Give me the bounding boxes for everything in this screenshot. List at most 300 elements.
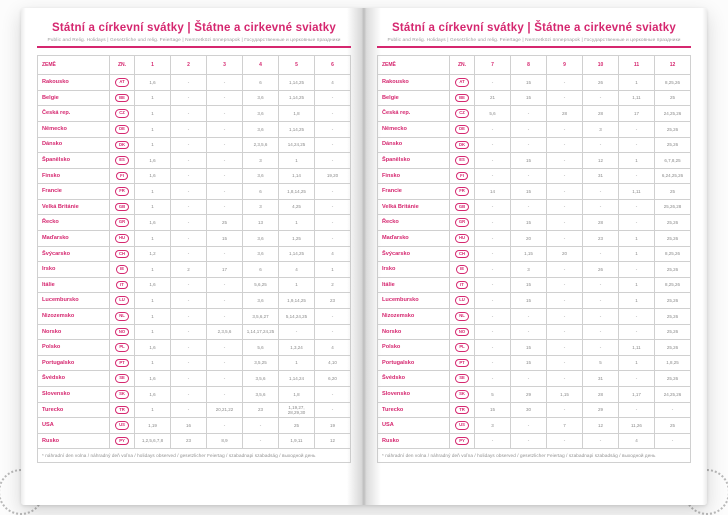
holiday-days-cell: - (511, 309, 547, 325)
holiday-days-cell: - (207, 355, 243, 371)
country-code-badge: US (115, 421, 129, 430)
holiday-days-cell: 6,24,25,26 (654, 168, 690, 184)
holiday-days-cell: - (207, 153, 243, 169)
country-code-cell (110, 387, 135, 403)
holiday-days-cell: - (207, 199, 243, 215)
holiday-days-cell: 1,11 (618, 340, 654, 356)
column-header: 4 (242, 56, 278, 75)
table-row (378, 199, 691, 215)
holiday-days-cell: 1,14,25 (278, 90, 314, 106)
country-code-cell (110, 309, 135, 325)
country-code-badge: IT (116, 281, 128, 290)
holiday-days-cell: - (511, 199, 547, 215)
holiday-days-cell: 1 (618, 231, 654, 247)
holiday-days-cell: - (475, 231, 511, 247)
holiday-days-cell: 1,6 (135, 387, 171, 403)
table-row (38, 215, 351, 231)
country-code-badge: BE (115, 94, 129, 103)
column-header: 2 (171, 56, 207, 75)
holiday-days-cell: - (475, 340, 511, 356)
country-name: Francie (378, 184, 450, 200)
country-code-badge: GR (455, 218, 469, 227)
holiday-days-cell: 1 (314, 262, 350, 278)
holiday-days-cell: 1,9,11 (278, 433, 314, 449)
holiday-days-cell: - (171, 199, 207, 215)
country-name: Česká rep. (38, 106, 110, 122)
holiday-days-cell: - (171, 75, 207, 91)
holiday-days-cell: 16 (171, 418, 207, 434)
page-title: Státní a církevní svátky | Štátne a cirkevné sviatky (391, 22, 677, 34)
holiday-days-cell: - (582, 309, 618, 325)
holiday-days-cell: 24,25,26 (654, 387, 690, 403)
holiday-days-cell: 25,26 (654, 262, 690, 278)
holiday-days-cell: - (618, 199, 654, 215)
country-name: Irsko (38, 262, 110, 278)
holiday-days-cell: 25,26,28 (654, 199, 690, 215)
holiday-days-cell: 1,3,24 (278, 340, 314, 356)
holiday-days-cell: - (314, 121, 350, 137)
table-row (378, 324, 691, 340)
holiday-days-cell: 12 (314, 433, 350, 449)
holiday-days-cell: - (171, 246, 207, 262)
country-name: Itálie (38, 277, 110, 293)
holiday-days-cell: 1,19,27, 28,29,30 (278, 402, 314, 418)
country-name: USA (378, 418, 450, 434)
country-code-cell (450, 262, 475, 278)
table-row (38, 418, 351, 434)
country-code-badge: AT (115, 78, 128, 87)
country-code-cell (110, 121, 135, 137)
holiday-days-cell: 5 (582, 355, 618, 371)
column-header: 9 (547, 56, 583, 75)
country-code-badge: GB (455, 203, 469, 212)
holiday-days-cell: - (547, 199, 583, 215)
holiday-days-cell: - (475, 153, 511, 169)
holiday-days-cell: 1,6 (135, 371, 171, 387)
holiday-days-cell: - (314, 402, 350, 418)
holiday-days-cell: - (475, 433, 511, 449)
country-name: Slovensko (38, 387, 110, 403)
holiday-days-cell: 12 (582, 418, 618, 434)
country-code-cell (450, 371, 475, 387)
holiday-days-cell: 31 (582, 371, 618, 387)
holiday-days-cell: - (547, 262, 583, 278)
holiday-days-cell: 15 (475, 402, 511, 418)
column-header: 12 (654, 56, 690, 75)
holiday-days-cell: - (475, 75, 511, 91)
holiday-days-cell: 3,5,6 (242, 387, 278, 403)
holiday-days-cell: 1 (618, 75, 654, 91)
country-code-badge: DE (115, 125, 129, 134)
country-code-badge: PL (455, 343, 468, 352)
table-row (38, 402, 351, 418)
holiday-days-cell: - (475, 355, 511, 371)
title-rule (37, 46, 351, 48)
holiday-days-cell: 1,14,25 (278, 121, 314, 137)
holiday-days-cell: 20 (511, 231, 547, 247)
column-header: 3 (207, 56, 243, 75)
holiday-days-cell: 29 (582, 402, 618, 418)
country-code-cell (110, 246, 135, 262)
holiday-days-cell: 4 (314, 246, 350, 262)
left-page (21, 8, 364, 505)
country-code-badge: FR (115, 187, 129, 196)
table-row (38, 293, 351, 309)
country-code-cell (110, 75, 135, 91)
country-name: Řecko (38, 215, 110, 231)
table-row (38, 106, 351, 122)
holiday-days-cell: 1,14,24 (278, 371, 314, 387)
holiday-days-cell: - (511, 121, 547, 137)
holiday-days-cell: - (314, 215, 350, 231)
holiday-days-cell: - (547, 277, 583, 293)
holiday-days-cell: - (582, 184, 618, 200)
country-name: USA (38, 418, 110, 434)
holiday-days-cell: 26 (582, 262, 618, 278)
country-name: Finsko (378, 168, 450, 184)
holiday-days-cell: 1 (135, 90, 171, 106)
holiday-days-cell: - (171, 90, 207, 106)
country-code-cell (450, 121, 475, 137)
holiday-days-cell: 20 (547, 246, 583, 262)
holiday-days-cell: - (547, 324, 583, 340)
holiday-days-cell: - (207, 277, 243, 293)
holiday-days-cell: - (547, 340, 583, 356)
holiday-days-cell: 8,25,26 (654, 246, 690, 262)
table-row (378, 277, 691, 293)
holiday-days-cell: - (207, 168, 243, 184)
holiday-days-cell: - (582, 433, 618, 449)
holiday-days-cell: 25 (654, 90, 690, 106)
holiday-days-cell: - (171, 168, 207, 184)
holiday-days-cell: 2,3,5,6 (242, 137, 278, 153)
table-row (378, 246, 691, 262)
holiday-days-cell: - (511, 418, 547, 434)
holiday-days-cell: - (582, 293, 618, 309)
country-name: Řecko (378, 215, 450, 231)
country-code-cell (110, 90, 135, 106)
country-code-cell (450, 153, 475, 169)
holiday-days-cell: 5,6,25 (242, 277, 278, 293)
holiday-days-cell: - (207, 340, 243, 356)
country-name: Lucembursko (38, 293, 110, 309)
holiday-days-cell: 1 (135, 309, 171, 325)
table-row (38, 168, 351, 184)
holiday-days-cell: - (618, 168, 654, 184)
column-header: 7 (475, 56, 511, 75)
table-row (38, 137, 351, 153)
page-title: Státní a církevní svátky | Štátne a cirkevné sviatky (51, 22, 337, 34)
country-code-badge: FR (455, 187, 469, 196)
holiday-days-cell: - (547, 355, 583, 371)
holiday-days-cell: 4 (314, 75, 350, 91)
country-code-badge: TR (455, 406, 469, 415)
holiday-days-cell: - (314, 231, 350, 247)
holiday-days-cell: - (582, 137, 618, 153)
holiday-days-cell: - (475, 309, 511, 325)
holiday-days-cell: - (547, 293, 583, 309)
country-code-cell (110, 184, 135, 200)
holiday-days-cell: 23 (171, 433, 207, 449)
table-row (378, 293, 691, 309)
holiday-days-cell: - (171, 309, 207, 325)
holiday-days-cell: 1,19 (135, 418, 171, 434)
table-row (378, 75, 691, 91)
holiday-days-cell: 25,26 (654, 371, 690, 387)
holiday-days-cell: 1 (278, 355, 314, 371)
country-code-badge: NL (455, 312, 469, 321)
holiday-days-cell: 15 (511, 153, 547, 169)
holiday-days-cell: - (547, 231, 583, 247)
holiday-days-cell: 7 (547, 418, 583, 434)
country-name: Belgie (38, 90, 110, 106)
holiday-days-cell: - (475, 246, 511, 262)
holiday-days-cell: 1,25 (278, 231, 314, 247)
table-row (378, 215, 691, 231)
table-row (378, 106, 691, 122)
holiday-days-cell: - (475, 371, 511, 387)
country-code-badge: PY (455, 437, 469, 446)
holiday-days-cell: 28 (582, 387, 618, 403)
country-name: Švédsko (38, 371, 110, 387)
holiday-days-cell: 3,6 (242, 168, 278, 184)
country-name: Rusko (38, 433, 110, 449)
holiday-days-cell: - (171, 106, 207, 122)
holiday-days-cell: 19,20 (314, 168, 350, 184)
holiday-days-cell: - (475, 293, 511, 309)
holiday-days-cell: 25,26 (654, 215, 690, 231)
country-code-cell (110, 106, 135, 122)
holiday-days-cell: 15 (511, 277, 547, 293)
holiday-days-cell: - (582, 277, 618, 293)
table-row (38, 355, 351, 371)
country-code-badge: LU (115, 296, 129, 305)
country-code-badge: CH (115, 250, 129, 259)
country-name: Švýcarsko (38, 246, 110, 262)
holiday-days-cell: 1,14,25 (278, 246, 314, 262)
country-name: Velká Británie (378, 199, 450, 215)
holiday-days-cell: - (547, 402, 583, 418)
country-code-cell (110, 324, 135, 340)
holiday-days-cell: - (207, 309, 243, 325)
country-code-cell (450, 231, 475, 247)
holiday-days-cell: - (547, 121, 583, 137)
country-code-cell (110, 262, 135, 278)
holiday-days-cell: 3,5,6 (242, 371, 278, 387)
holiday-days-cell: 6 (242, 262, 278, 278)
holiday-days-cell: 3,6 (242, 121, 278, 137)
holiday-days-cell: - (547, 371, 583, 387)
holiday-days-cell: 1,2,5,6,7,8 (135, 433, 171, 449)
holiday-days-cell: - (618, 324, 654, 340)
holidays-table-months-7-12 (377, 55, 691, 449)
holiday-days-cell: 20,21,22 (207, 402, 243, 418)
holiday-days-cell: 15 (207, 231, 243, 247)
country-name: Finsko (38, 168, 110, 184)
table-row (378, 153, 691, 169)
holiday-days-cell: 25,26 (654, 309, 690, 325)
country-name: Portugalsko (378, 355, 450, 371)
country-code-badge: PY (115, 437, 129, 446)
holiday-days-cell: 6 (242, 75, 278, 91)
holiday-days-cell: - (475, 277, 511, 293)
table-row (38, 231, 351, 247)
holiday-days-cell: - (314, 184, 350, 200)
holiday-days-cell: - (547, 153, 583, 169)
holiday-days-cell: - (547, 168, 583, 184)
table-row (38, 309, 351, 325)
country-code-badge: PL (115, 343, 128, 352)
table-row (378, 90, 691, 106)
table-row (378, 121, 691, 137)
column-header: ZEMĚ (38, 56, 110, 75)
holiday-days-cell: - (511, 433, 547, 449)
holiday-days-cell: 26 (582, 75, 618, 91)
country-name: Německo (38, 121, 110, 137)
holiday-days-cell: - (511, 106, 547, 122)
table-row (378, 262, 691, 278)
table-row (378, 387, 691, 403)
table-row (38, 433, 351, 449)
table-row (378, 184, 691, 200)
country-name: Irsko (378, 262, 450, 278)
holiday-days-cell: - (207, 184, 243, 200)
holiday-days-cell: 15 (511, 215, 547, 231)
country-name: Nizozemsko (38, 309, 110, 325)
table-row (38, 121, 351, 137)
country-code-cell (110, 371, 135, 387)
table-row (378, 340, 691, 356)
holiday-days-cell: - (618, 402, 654, 418)
table-row (378, 433, 691, 449)
country-code-badge: SE (115, 374, 129, 383)
holiday-days-cell: - (618, 371, 654, 387)
country-code-cell (110, 402, 135, 418)
holiday-days-cell: 29 (511, 387, 547, 403)
holiday-days-cell: - (547, 90, 583, 106)
country-code-cell (110, 215, 135, 231)
holiday-days-cell: 1 (135, 184, 171, 200)
holiday-days-cell: 3 (511, 262, 547, 278)
holiday-days-cell: 1,15 (547, 387, 583, 403)
column-header: ZN. (450, 56, 475, 75)
holiday-days-cell: - (618, 121, 654, 137)
holiday-days-cell: 25,26 (654, 231, 690, 247)
country-code-cell (450, 355, 475, 371)
holiday-days-cell: 4 (618, 433, 654, 449)
country-name: Nizozemsko (378, 309, 450, 325)
holiday-days-cell: - (314, 137, 350, 153)
country-name: Česká rep. (378, 106, 450, 122)
holiday-days-cell: - (171, 153, 207, 169)
country-code-badge: LU (455, 296, 469, 305)
country-name: Slovensko (378, 387, 450, 403)
country-code-cell (110, 168, 135, 184)
table-row (38, 184, 351, 200)
holidays-table-months-1-6 (37, 55, 351, 449)
holiday-days-cell: 1,15 (511, 246, 547, 262)
country-name: Velká Británie (38, 199, 110, 215)
holiday-days-cell: 1,6 (135, 75, 171, 91)
country-code-badge: GR (115, 218, 129, 227)
table-row (378, 309, 691, 325)
country-code-badge: HU (455, 234, 469, 243)
column-header: 11 (618, 56, 654, 75)
observed-days-footnote: * náhradní den volna / náhradný deň voľna / holidays observed / gesetzlicher Feiertag / szabadnapi szabadság / выходной день (377, 449, 691, 463)
holiday-days-cell: 25 (654, 418, 690, 434)
country-code-badge: DK (115, 141, 129, 150)
holiday-days-cell: 14 (475, 184, 511, 200)
holiday-days-cell: - (511, 324, 547, 340)
column-header: ZN. (110, 56, 135, 75)
page-subtitle: Public and Relig. Holidays | Gesetzliche und relig. Feiertage | Nemzetközi ünnepnapok | Государственные и церковные праздники (387, 37, 681, 43)
holiday-days-cell: - (511, 137, 547, 153)
holiday-days-cell: - (171, 231, 207, 247)
holiday-days-cell: 15 (511, 355, 547, 371)
holiday-days-cell: - (475, 324, 511, 340)
holiday-days-cell: 3,5,6,27 (242, 309, 278, 325)
holiday-days-cell: 24,25,26 (654, 106, 690, 122)
holiday-days-cell: 25,26 (654, 340, 690, 356)
country-name: Maďarsko (378, 231, 450, 247)
holiday-days-cell: - (547, 309, 583, 325)
holiday-days-cell: - (314, 387, 350, 403)
holiday-days-cell: - (171, 387, 207, 403)
country-code-cell (450, 106, 475, 122)
column-header: 6 (314, 56, 350, 75)
holiday-days-cell: 25,26 (654, 324, 690, 340)
holiday-days-cell: 1 (135, 106, 171, 122)
holiday-days-cell: 6,20 (314, 371, 350, 387)
country-code-cell (450, 387, 475, 403)
holiday-days-cell: - (618, 262, 654, 278)
holiday-days-cell: - (171, 371, 207, 387)
holiday-days-cell: 1,17 (618, 387, 654, 403)
table-row (38, 387, 351, 403)
holiday-days-cell: 25,26 (654, 121, 690, 137)
country-code-badge: NL (115, 312, 129, 321)
holiday-days-cell: - (582, 340, 618, 356)
country-code-cell (450, 137, 475, 153)
holiday-days-cell: 3,6 (242, 246, 278, 262)
holiday-days-cell: 23 (242, 402, 278, 418)
holiday-days-cell: 2,3,5,6 (207, 324, 243, 340)
holiday-days-cell: 11,26 (618, 418, 654, 434)
country-name: Španělsko (378, 153, 450, 169)
holiday-days-cell: 4 (278, 262, 314, 278)
holiday-days-cell: - (242, 433, 278, 449)
holiday-days-cell: - (582, 199, 618, 215)
holiday-days-cell: 1 (618, 153, 654, 169)
country-name: Maďarsko (38, 231, 110, 247)
holiday-days-cell: 30 (511, 402, 547, 418)
country-name: Portugalsko (38, 355, 110, 371)
country-code-cell (450, 293, 475, 309)
holiday-days-cell: - (475, 199, 511, 215)
holiday-days-cell: - (278, 324, 314, 340)
holiday-days-cell: 5,6 (242, 340, 278, 356)
country-code-badge: CH (455, 250, 469, 259)
holiday-days-cell: - (314, 324, 350, 340)
holiday-days-cell: - (511, 168, 547, 184)
holiday-days-cell: - (547, 75, 583, 91)
holiday-days-cell: - (475, 168, 511, 184)
holiday-days-cell: - (547, 433, 583, 449)
holiday-days-cell: 1,11 (618, 184, 654, 200)
holiday-days-cell: 1,6 (135, 153, 171, 169)
country-name: Lucembursko (378, 293, 450, 309)
holiday-days-cell: 15 (511, 293, 547, 309)
